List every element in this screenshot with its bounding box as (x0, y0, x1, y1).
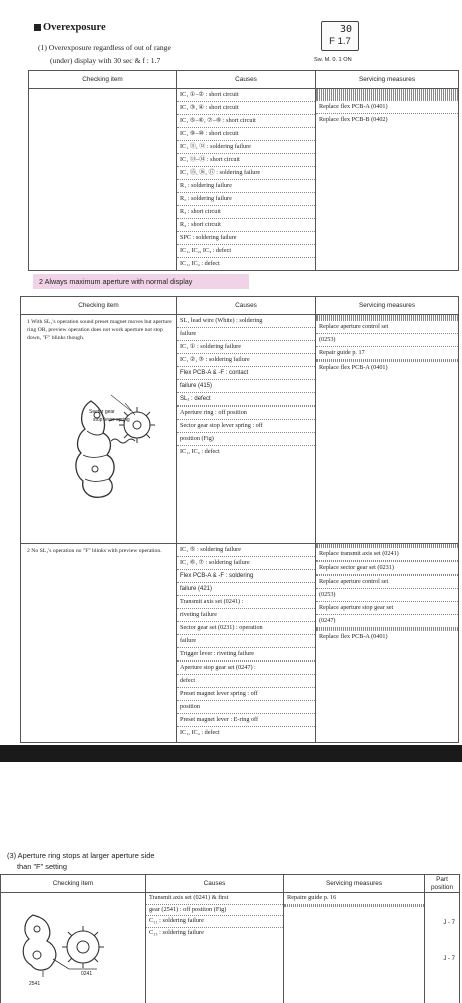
cause-line: R₂ : soldering failure (177, 193, 315, 206)
cause-line: IC₁, IC₂, IC₃ : defect (177, 245, 315, 258)
part-position-value (425, 905, 459, 917)
figure-label-2541: 2541 (29, 981, 40, 987)
part-position-value: J - 7 (425, 953, 459, 965)
cause-line: IC₁ ③, ④ : short circuit (177, 102, 315, 115)
col-checking-item: Checking item (29, 71, 177, 89)
col-servicing-measures: Servicing measures (284, 875, 425, 893)
measure-line: Replace aperture stop gear set (316, 602, 458, 615)
measure-line: (0253) (316, 334, 458, 347)
figure-label-0241: 0241 (81, 971, 92, 977)
right-edge-column (458, 296, 459, 740)
cause-line: Sector gear set (0231) : operation (177, 622, 315, 635)
measure-line: Replace flex PCB-A (0401) (316, 631, 458, 643)
part-position-value (425, 893, 459, 905)
overexposure-table (28, 70, 459, 271)
measure-line: Replace aperture control set (316, 321, 458, 334)
cause-line: Sector gear stop lever spring : off (177, 420, 315, 433)
subsection-heading: (1) Overexposure regardless of out of range (under) display with 30 sec & f : 1.7 (38, 41, 298, 67)
col-causes: Causes (146, 875, 284, 893)
cause-line: Aperture stop gear set (0247) : (177, 662, 315, 675)
measure-line: Replace flex PCB-A (0401) (316, 101, 458, 114)
aperture-ring-table (0, 874, 460, 1003)
measure-line: Replace sector gear set (0231) (316, 562, 458, 575)
cause-line: IC₁, IC₄ : defect (177, 258, 315, 270)
cause-line: failure (177, 328, 315, 341)
bullet-square-icon (34, 24, 41, 31)
cause-line: gear (2541) : off position (Fig) (146, 905, 283, 917)
cause-line: IC₁ ⑪, ⑫ : soldering failure (177, 141, 315, 154)
measure-line: Replace flex PCB-B (0402) (316, 114, 458, 126)
measure-line: Repair guide p. 17 (316, 347, 458, 360)
transmit-axis-figure (13, 909, 123, 981)
cause-line: SPC : soldering failure (177, 232, 315, 245)
cause-line: Preset magnet lever spring : off (177, 688, 315, 701)
measure-line: (0253) (316, 589, 458, 602)
measures-cell (316, 89, 459, 271)
measure-line (284, 906, 424, 907)
col-checking-item: Checking item (21, 297, 177, 315)
causes-cell (177, 89, 316, 271)
col-part-position: Part position (425, 875, 460, 893)
measure-line: (0247) (316, 615, 458, 628)
section-title: Overexposure (34, 22, 106, 33)
cause-line: Transmit axis set (0241) & first (146, 893, 283, 905)
switch-note: Sw. M. 0. 1 ON (314, 57, 352, 63)
cause-line: SL₁ : defect (177, 393, 315, 406)
cause-line: R₃ : short circuit (177, 206, 315, 219)
checking-item-3 (1, 893, 146, 1003)
cause-line: Aperture ring : off position (177, 407, 315, 420)
cause-line: IC₁, IC₄ : defect (177, 727, 315, 739)
cause-line: position (Fig) (177, 433, 315, 446)
cause-line: SL₁ lead wire (White) : soldering (177, 315, 315, 328)
page-divider-band (0, 745, 462, 762)
cause-line: position (177, 701, 315, 714)
col-servicing-measures: Servicing measures (316, 297, 459, 315)
measures-block-1 (316, 315, 459, 544)
measures-cell (284, 893, 425, 1003)
section2-banner: 2 Always maximum aperture with normal display (33, 274, 249, 289)
cause-line: C₁₁ : soldering failure (146, 916, 283, 928)
cause-line: IC₁ ①–② : short circuit (177, 89, 315, 102)
col-causes: Causes (177, 297, 316, 315)
measure-line: Replace transmit axis set (0241) (316, 548, 458, 561)
cause-line: Preset magnet lever : E-ring off (177, 714, 315, 727)
col-checking-item: Checking item (1, 875, 146, 893)
col-servicing-measures: Servicing measures (316, 71, 459, 89)
cause-line: IC₁ ②, ③ : soldering failure (177, 354, 315, 367)
lcd-display: 30 F 1.7 (321, 21, 359, 51)
cause-line: Trigger lever : riveting failure (177, 648, 315, 661)
checking-item-1: 1 With SL₁'s operation sound preset magnet moves but aperture ring OR, preview operation does not work aperture not stop down, "F" blinks though. Sector gear stop lever spring (21, 315, 177, 544)
measures-block-2 (316, 544, 459, 743)
part-position-value (425, 929, 459, 953)
cause-line: IC₁ ⑤–⑥, ⑦–⑧ : short circuit (177, 115, 315, 128)
cause-line: failure (415) (177, 380, 315, 393)
checking-item-2: 2 No SL₁'s operation no "F" blinks with preview operation. (21, 544, 177, 743)
cause-line: Flex PCB-A & -F : contact (177, 367, 315, 380)
cause-line: IC₁ ⑮, ⑯, ⑰ : soldering failure (177, 167, 315, 180)
cause-line: defect (177, 675, 315, 688)
checking-item-cell (29, 89, 177, 271)
cause-line: IC₁, IC₄ : defect (177, 446, 315, 458)
cause-line: Transmit axis set (0241) : (177, 596, 315, 609)
cause-line: IC₁ ⑬–⑭ : short circuit (177, 154, 315, 167)
figure-label-stop-lever-spring: stop lever spring (93, 417, 130, 423)
part-position-value: J - 7 (425, 917, 459, 929)
measure-line: Replace flex PCB-A (0401) (316, 362, 458, 374)
right-edge-column (458, 70, 459, 264)
causes-block-1 (177, 315, 316, 544)
cause-line: failure (177, 635, 315, 648)
cause-line: R₄ : short circuit (177, 219, 315, 232)
cause-line: IC₁ ⑤ : soldering failure (177, 544, 315, 557)
cause-line: R₁ : soldering failure (177, 180, 315, 193)
measure-line: Repaire guide p. 16 (284, 893, 424, 905)
max-aperture-table (20, 296, 459, 743)
section3-heading: (3) Aperture ring stops at larger aperture side than "F" setting (7, 850, 154, 872)
causes-cell (146, 893, 284, 1003)
measure-line: Replace aperture control set (316, 576, 458, 589)
figure-label-sector-gear: Sector gear (89, 409, 115, 415)
cause-line: Flex PCB-A & -F : soldering (177, 570, 315, 583)
cause-line: IC₁ ⑥, ⑦ : soldering failure (177, 557, 315, 570)
cause-line: failure (421) (177, 583, 315, 596)
cause-line: IC₁ ⑨–⑩ : short circuit (177, 128, 315, 141)
col-causes: Causes (177, 71, 316, 89)
cause-line: C₁₃ : soldering failure (146, 928, 283, 939)
part-position-cell (425, 893, 460, 1003)
causes-block-2 (177, 544, 316, 743)
cause-line: IC₁ ① : soldering failure (177, 341, 315, 354)
cause-line: riveting failure (177, 609, 315, 622)
